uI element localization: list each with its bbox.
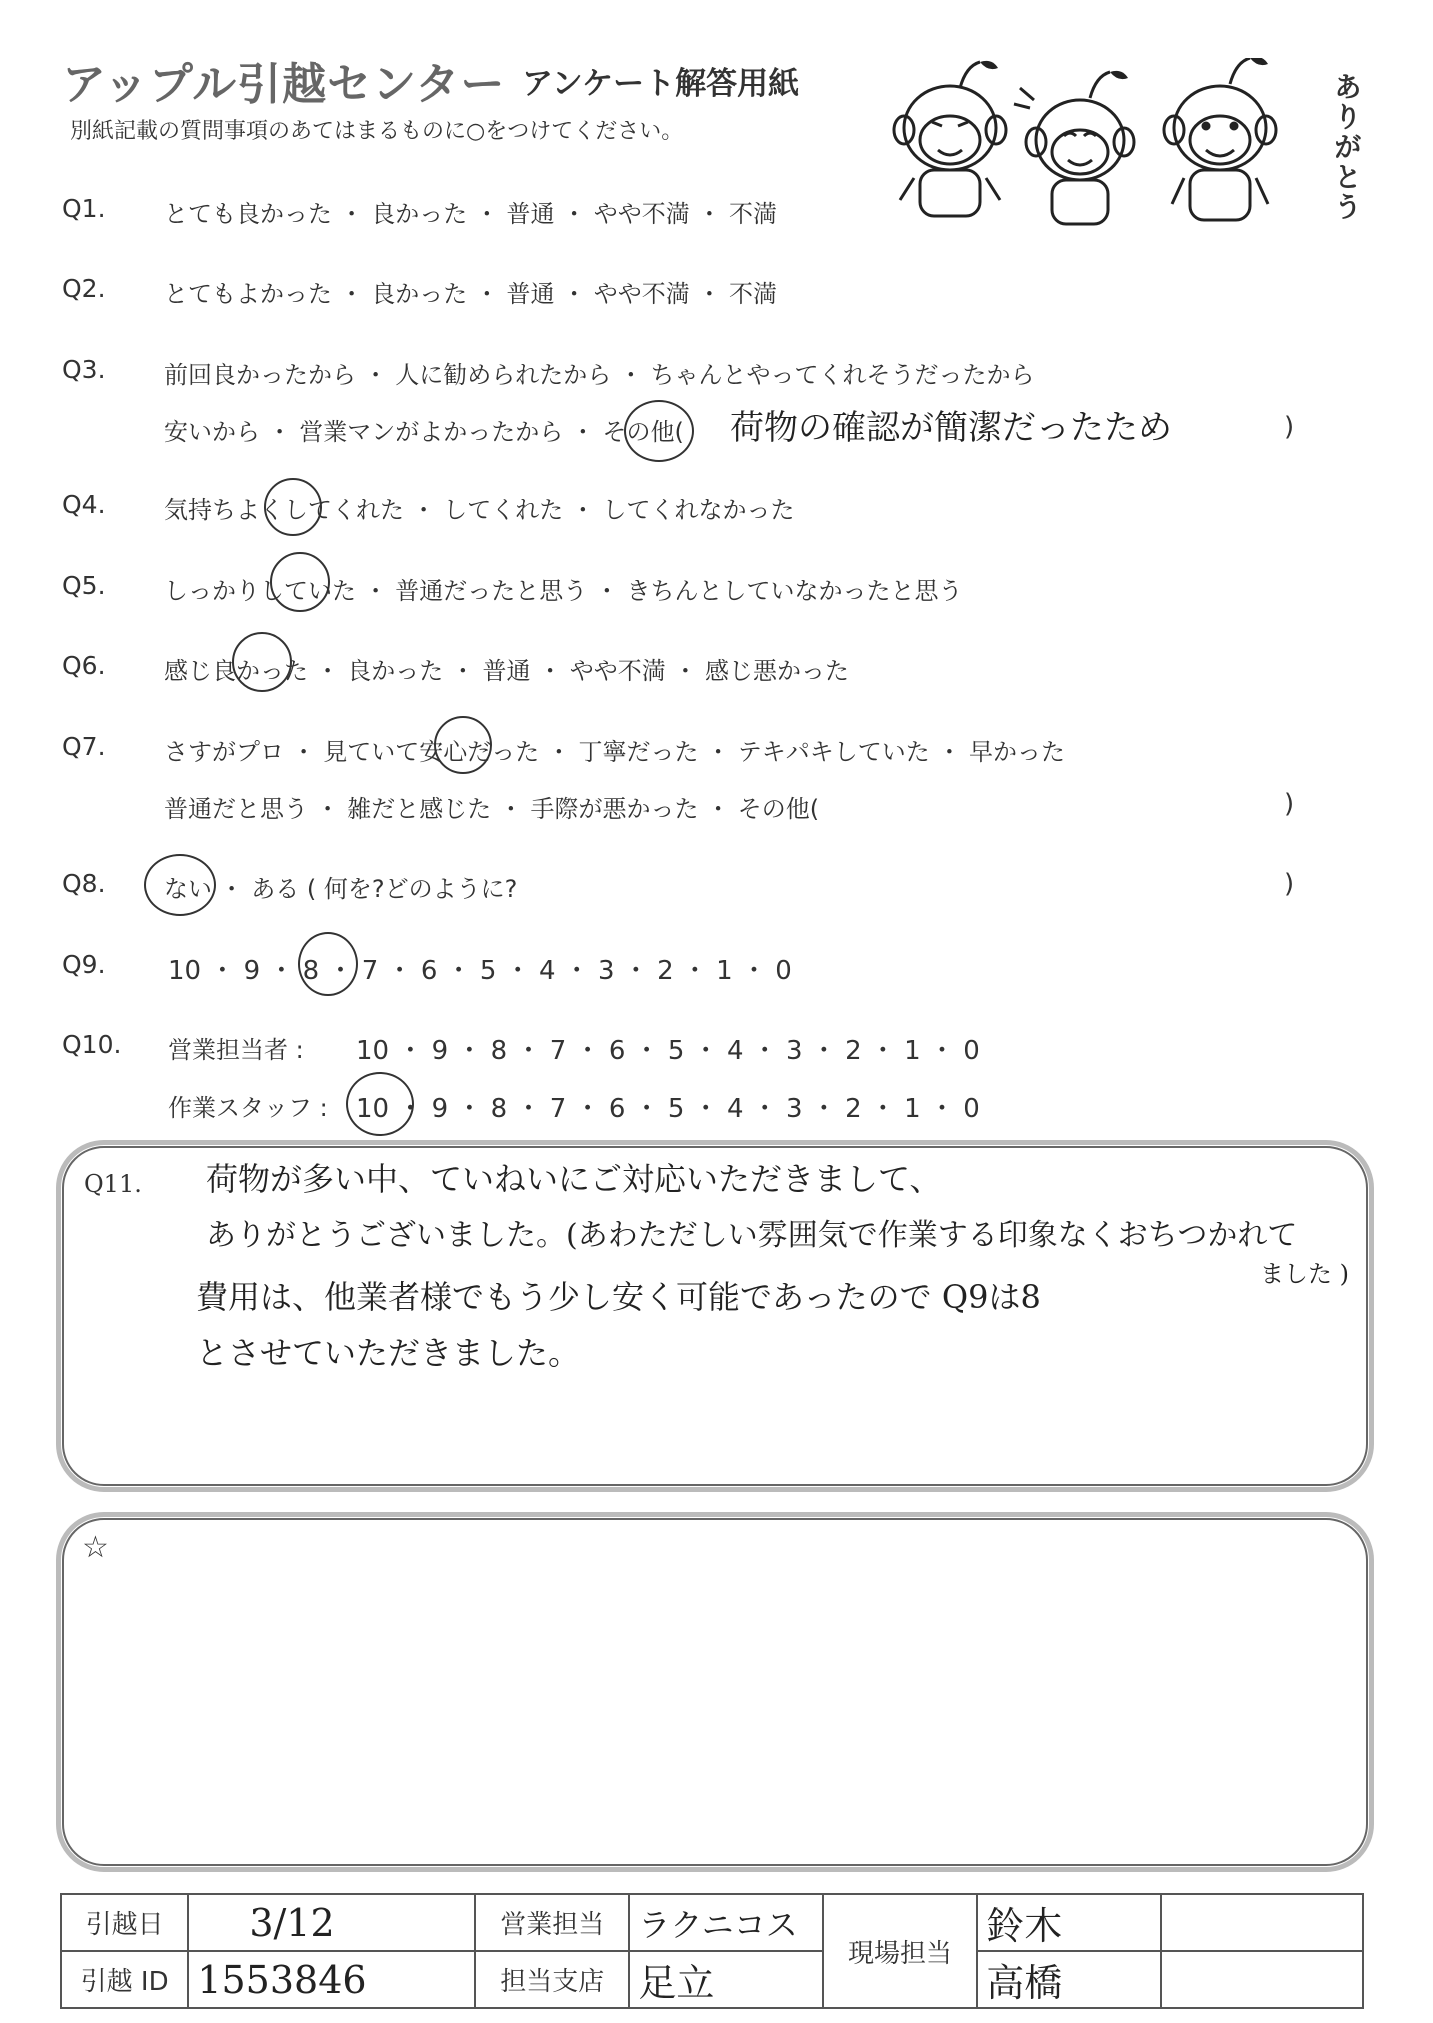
company-title: アップル引越センター bbox=[62, 59, 506, 110]
q6-label: Q6. bbox=[62, 651, 106, 680]
q3-selection-circle bbox=[624, 400, 694, 462]
q3-close-paren: ) bbox=[1284, 412, 1295, 442]
q10-label: Q10. bbox=[62, 1030, 122, 1059]
q10-staff-label: 作業スタッフ : bbox=[168, 1094, 328, 1122]
q2-options: とてもよかった ・ 良かった ・ 普通 ・ やや不満 ・ 不満 bbox=[164, 280, 778, 308]
star-icon: ☆ bbox=[82, 1530, 109, 1565]
q8-options: ない ・ ある ( 何を?どのように? bbox=[164, 875, 518, 903]
move-id-label: 引越 ID bbox=[61, 1951, 188, 2008]
q11-line1: 荷物が多い中、ていねいにご対応いただきまして、 bbox=[206, 1160, 942, 1198]
q10-staff-selection-circle bbox=[346, 1072, 414, 1136]
footer-info-table bbox=[60, 1893, 1364, 2009]
q4-selection-circle bbox=[264, 478, 322, 536]
q1-options: とても良かった ・ 良かった ・ 普通 ・ やや不満 ・ 不満 bbox=[164, 200, 778, 228]
move-date-label: 引越日 bbox=[61, 1894, 188, 1951]
branch-value: 足立 bbox=[629, 1951, 822, 2008]
q11-line2: ありがとうございました。(あわただしい雰囲気で作業する印象なくおちつかれて bbox=[206, 1218, 1298, 1253]
star-comment-box-inner bbox=[62, 1518, 1368, 1866]
q11-label: Q11. bbox=[84, 1170, 142, 1198]
q6-options: 感じ良かった ・ 良かった ・ 普通 ・ やや不満 ・ 感じ悪かった bbox=[164, 657, 850, 685]
thanks-text: ありがとう bbox=[1330, 72, 1363, 222]
q5-selection-circle bbox=[270, 552, 330, 612]
monkey-mascots-illustration bbox=[890, 58, 1330, 238]
q7-line2: 普通だと思う ・ 雑だと感じた ・ 手際が悪かった ・ その他( bbox=[164, 795, 820, 823]
form-subtitle: アンケート解答用紙 bbox=[522, 66, 800, 102]
q3-line2: 安いから ・ 営業マンがよかったから ・ その他( bbox=[164, 418, 684, 446]
move-id-value: 1553846 bbox=[188, 1951, 475, 2008]
sales-rep-value: ラクニコス bbox=[629, 1894, 822, 1951]
q10-sales-options: 10 ・ 9 ・ 8 ・ 7 ・ 6 ・ 5 ・ 4 ・ 3 ・ 2 ・ 1 ・ 0 bbox=[356, 1036, 980, 1066]
q7-label: Q7. bbox=[62, 732, 106, 761]
site-rep-value-1: 鈴木 bbox=[977, 1894, 1161, 1951]
q5-options: しっかりしていた ・ 普通だったと思う ・ きちんとしていなかったと思う bbox=[164, 577, 963, 605]
branch-label: 担当支店 bbox=[475, 1951, 629, 2008]
empty-cell-1 bbox=[1161, 1894, 1363, 1951]
q8-selection-circle bbox=[144, 854, 216, 916]
empty-cell-2 bbox=[1161, 1951, 1363, 2008]
q11-line4: とさせていただきました。 bbox=[196, 1334, 581, 1372]
q9-label: Q9. bbox=[62, 950, 106, 979]
q10-staff-options: 10 ・ 9 ・ 8 ・ 7 ・ 6 ・ 5 ・ 4 ・ 3 ・ 2 ・ 1 ・ 0 bbox=[356, 1094, 980, 1124]
q7-selection-circle bbox=[434, 716, 492, 774]
q3-label: Q3. bbox=[62, 355, 106, 384]
q9-options: 10 ・ 9 ・ 8 ・ 7 ・ 6 ・ 5 ・ 4 ・ 3 ・ 2 ・ 1 ・ 0 bbox=[168, 956, 792, 986]
q8-close-paren: ) bbox=[1284, 869, 1295, 899]
q7-line1: さすがプロ ・ 見ていて安心だった ・ 丁寧だった ・ テキパキしていた ・ 早かった bbox=[164, 738, 1066, 766]
q10-sales-label: 営業担当者 : bbox=[168, 1036, 304, 1064]
q7-close-paren: ) bbox=[1284, 789, 1295, 819]
site-rep-label: 現場担当 bbox=[823, 1894, 977, 2008]
q5-label: Q5. bbox=[62, 571, 106, 600]
q11-line3a: ました ) bbox=[1260, 1260, 1349, 1288]
instruction-text: 別紙記載の質問事項のあてはまるものに○をつけてください。 bbox=[70, 119, 684, 144]
q4-label: Q4. bbox=[62, 490, 106, 519]
q3-other-answer: 荷物の確認が簡潔だったため bbox=[730, 408, 1172, 448]
q4-options: 気持ちよくしてくれた ・ してくれた ・ してくれなかった bbox=[164, 496, 795, 524]
q1-label: Q1. bbox=[62, 194, 106, 223]
q6-selection-circle bbox=[232, 632, 292, 692]
site-rep-value-2: 高橋 bbox=[977, 1951, 1161, 2008]
q9-selection-circle bbox=[298, 932, 358, 996]
q11-line3: 費用は、他業者様でもう少し安く可能であったので Q9は8 bbox=[196, 1278, 1041, 1316]
q8-label: Q8. bbox=[62, 869, 106, 898]
move-date-value: 3/12 bbox=[188, 1894, 475, 1951]
q2-label: Q2. bbox=[62, 274, 106, 303]
q3-line1: 前回良かったから ・ 人に勧められたから ・ ちゃんとやってくれそうだったから bbox=[164, 361, 1035, 389]
sales-rep-label: 営業担当 bbox=[475, 1894, 629, 1951]
